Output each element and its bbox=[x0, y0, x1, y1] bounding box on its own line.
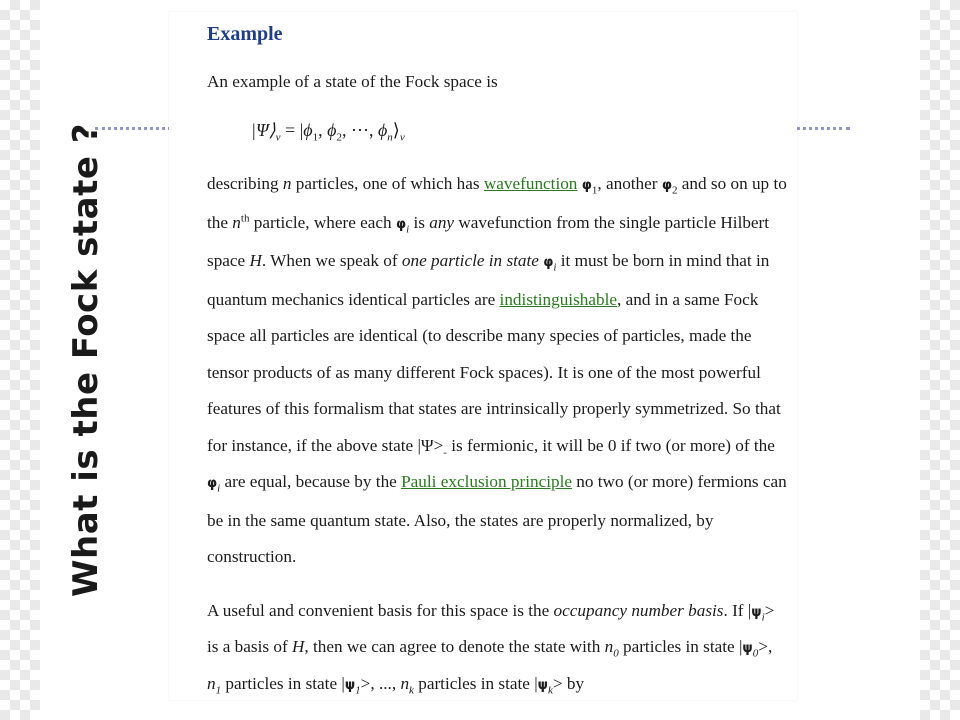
dotted-divider-left bbox=[95, 127, 171, 130]
paragraph-occupancy-basis: A useful and convenient basis for this space is the occupancy number basis. If $|\psi_i>$ is a basis of H, then we can agree to denote the state with $n_0$ particles in state $|\psi_0>$, $n_1$ particles in state $|\psi_1>$, ..., $n_k$ particles in state $|\psi_k>$ by bbox=[207, 600, 775, 696]
slide-title: What is the Fock state ? bbox=[66, 123, 106, 597]
document-page bbox=[169, 12, 797, 700]
intro-text: An example of a state of the Fock space is bbox=[207, 72, 498, 91]
paragraph-description: describing n particles, one of which has wavefunction $\varphi_1$, another $\varphi_2$ and so on up to the $n^{th}$ particle, where each $\varphi_i$ is any wavefunction from the single particle Hilbert space H. When we speak of one particle in state $\varphi_i$ it must be born in mind that in quantum mechanics identical particles are indistinguishable, and in a same Fock space all particles are identical (to describe many species of particles, made the tensor products of as many different Fock spaces). It is one of the most powerful features of this formalism that states are intrinsically properly symmetrized. So that for instance, if the above state $|\Psi>_-$ is fermionic, it will be 0 if two (or more) of the $\varphi_i$ are equal, because by the Pauli exclusion principle no two (or more) fermions can be in the same quantum state. Also, the states are properly normalized, by construction. bbox=[207, 174, 787, 566]
fock-state-formula: $|\Psi⟩_\nu = |\phi_1$, $\phi_2$, ⋯, $\phi_n⟩_\nu$ bbox=[251, 120, 405, 144]
document-body bbox=[207, 20, 787, 703]
wavefunction-link[interactable]: wavefunction bbox=[483, 174, 578, 193]
pauli-exclusion-link[interactable]: Pauli exclusion principle bbox=[401, 472, 572, 491]
section-heading: Example bbox=[207, 23, 283, 45]
indistinguishable-link[interactable]: indistinguishable bbox=[499, 289, 617, 309]
dotted-divider-right bbox=[796, 127, 850, 130]
